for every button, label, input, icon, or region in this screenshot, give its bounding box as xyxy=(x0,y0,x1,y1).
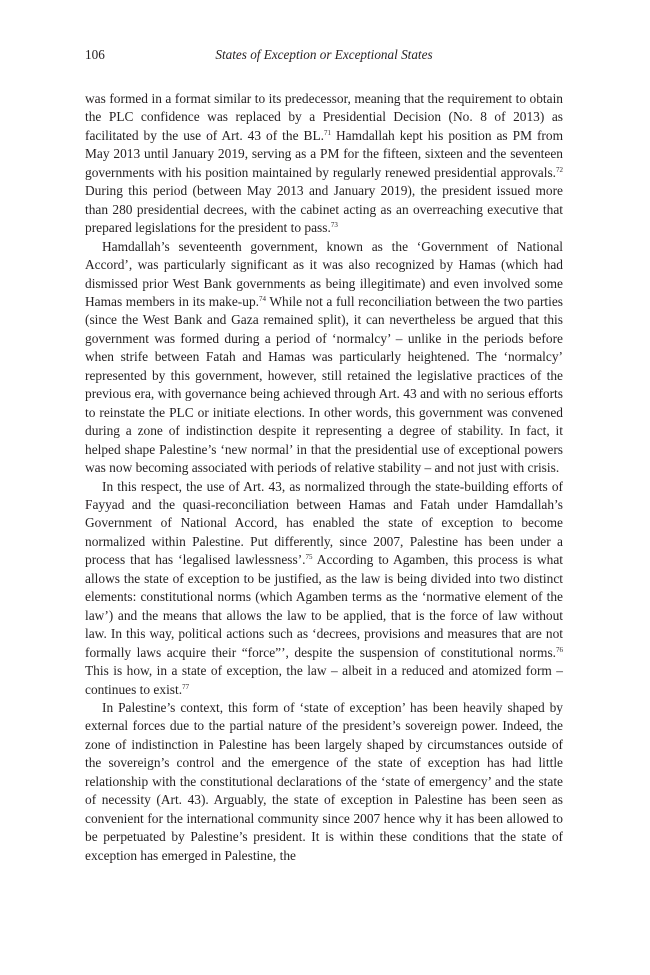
paragraph-text: According to Agamben, this process is what allows the state of exception to be justified, as the law is being divided into two distinct elements: constitutional norms (which Agamben terms as the ‘normative element of the law’) and the means that allows the law to be applied, that is the force of law without law. In this way, political actions such as ‘decrees, provisions and measures that are not formally laws acquire their “force”’, despite the suspension of constitutional norms. xyxy=(85,552,563,660)
footnote-marker: 76 xyxy=(556,645,563,654)
paragraph-text: Hamdallah’s seventeenth government, known as the ‘Government of National Accord’, was particularly significant as it was also recognized by Hamas (which had dismissed prior West Bank governments as being illegitimate) and even involved some Hamas members in its make-up. xyxy=(85,238,563,309)
footnote-marker: 71 xyxy=(323,128,331,137)
running-title: States of Exception or Exceptional States xyxy=(215,47,433,62)
paragraph xyxy=(85,90,563,238)
footnote-marker: 74 xyxy=(258,294,266,303)
book-page xyxy=(85,0,563,975)
footnote-marker: 73 xyxy=(330,221,338,230)
paragraph-text: While not a full reconciliation between the two parties (since the West Bank and Gaza remained split), it can nevertheless be argued that this government was formed during a period of ‘normalcy’ – unlike in the periods before when strife between Fatah and Hamas was particularly heightened. The ‘normalcy’ represented by this government, however, still retained the legislative practices of the previous era, with governance being achieved through Art. 43 and with no serious efforts to reinstate the PLC or initiate elections. In other words, this government was convened during a zone of indistinction despite it representing a degree of stability. In fact, it helped shape Palestine’s ‘new normal’ in that the presidential use of exceptional powers was now becoming associated with periods of relative stability – and not just with crisis. xyxy=(85,293,563,476)
paragraph-text: was formed in a format similar to its predecessor, meaning that the requirement to obtain the PLC confidence was replaced by a Presidential Decision (No. 8 of 2013) as facilitated by the use of Art. 43 of the BL. xyxy=(85,91,563,143)
body-text xyxy=(85,90,563,865)
paragraph xyxy=(85,238,563,478)
paragraph-text: During this period (between May 2013 and January 2019), the president issued more than 280 presidential decrees, with the cabinet acting as an overreaching executive that prepared legislations for the president to pass. xyxy=(85,183,563,236)
footnote-marker: 75 xyxy=(305,553,313,562)
paragraph-text: In Palestine’s context, this form of ‘state of exception’ has been heavily shaped by external forces due to the partial nature of the president’s sovereign power. Indeed, the zone of indistinction in Palestine has been largely shaped by circumstances outside of the sovereign’s control and the emergence of the state of exception has had little relationship with the constitutional declarations of the ‘state of emergency’ and the state of necessity (Art. 43). Arguably, the state of exception in Palestine has been seen as convenient for the international community since 2007 hence why it has been allowed to be perpetuated by Palestine’s president. It is within these conditions that the state of exception has emerged in Palestine, the xyxy=(85,699,563,863)
paragraph-text: In this respect, the use of Art. 43, as normalized through the state-building efforts of Fayyad and the quasi-reconciliation between Hamas and Fatah under Hamdallah’s Government of National Accord, has enabled the state of exception to become normalized within Palestine. Put differently, since 2007, Palestine has been under a process that has ‘legalised lawlessness’. xyxy=(85,478,563,568)
paragraph xyxy=(85,699,563,865)
paragraph xyxy=(85,478,563,699)
footnote-marker: 72 xyxy=(556,165,563,174)
page-number: 106 xyxy=(85,47,105,62)
running-header xyxy=(85,47,563,63)
paragraph-text: Hamdallah kept his position as PM from May 2013 until January 2019, serving as a PM for the fifteen, sixteen and the seventeen governments with his position maintained by regularly renewed presidential approvals. xyxy=(85,127,564,180)
paragraph-text: This is how, in a state of exception, the law – albeit in a reduced and atomized form – continues to exist. xyxy=(85,663,563,697)
footnote-marker: 77 xyxy=(182,682,190,691)
